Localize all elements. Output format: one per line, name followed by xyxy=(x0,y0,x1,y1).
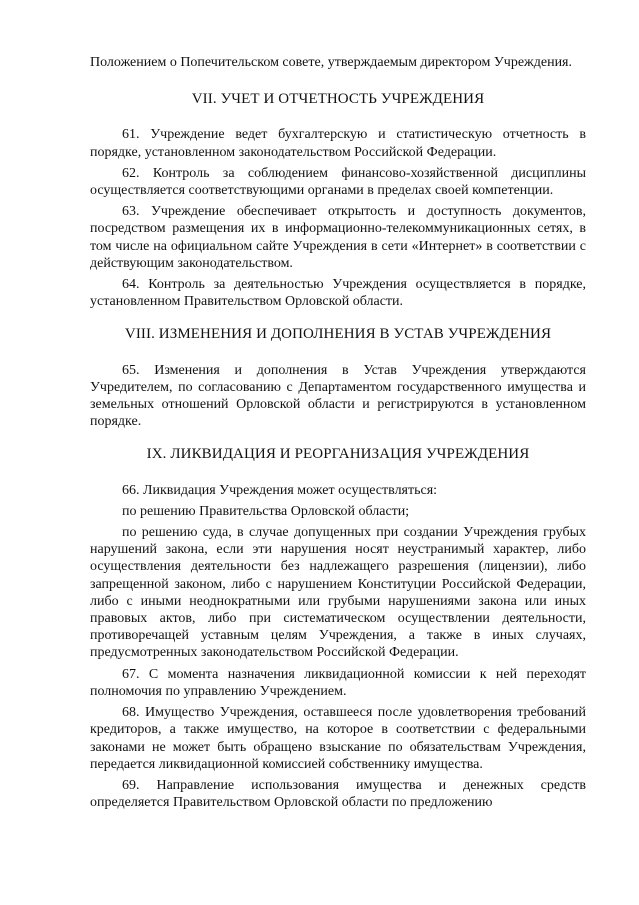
section-heading: VII. УЧЕТ И ОТЧЕТНОСТЬ УЧРЕЖДЕНИЯ xyxy=(191,91,485,108)
paragraph-66-item-1: по решению Правительства Орловской области; xyxy=(122,503,410,519)
section-amendments xyxy=(90,326,586,430)
paragraph-63: 63. Учреждение обеспечивает открытость и доступность документов, посредством размещения их в информационно-телекоммуникационных сетях, в том числе на официальном сайте Учреждения в сети «Интернет» в соответствии с действующим законодательством. xyxy=(90,204,586,271)
section-heading: IX. ЛИКВИДАЦИЯ И РЕОРГАНИЗАЦИЯ УЧРЕЖДЕНИЯ xyxy=(146,446,530,463)
paragraph-62: 62. Контроль за соблюдением финансово-хозяйственной дисциплины осуществляется соответствующими органами в пределах своей компетенции. xyxy=(90,165,586,199)
document-page xyxy=(90,54,586,815)
paragraph-66: 66. Ликвидация Учреждения может осуществляться: xyxy=(122,482,438,498)
section-liquidation xyxy=(90,446,586,811)
section-heading: VIII. ИЗМЕНЕНИЯ И ДОПОЛНЕНИЯ В УСТАВ УЧРЕЖДЕНИЯ xyxy=(124,326,552,343)
intro-paragraph: Положением о Попечительском совете, утверждаемым директором Учреждения. xyxy=(90,55,572,70)
paragraph-61: 61. Учреждение ведет бухгалтерскую и статистическую отчетность в порядке, установленном законодательством Российской Федерации. xyxy=(90,127,586,160)
section-accounting xyxy=(90,91,586,310)
paragraph-67: 67. С момента назначения ликвидационной комиссии к ней переходят полномочия по управлению Учреждением. xyxy=(90,666,586,699)
paragraph-68: 68. Имущество Учреждения, оставшееся после удовлетворения требований кредиторов, а также имущество, на которое в соответствии с федеральными законами не может быть обращено взыскание по обязательствам Учреждения, передается ликвидационной комиссией собственнику имущества. xyxy=(90,705,586,772)
paragraph-64: 64. Контроль за деятельностью Учреждения осуществляется в порядке, установленном Правительством Орловской области. xyxy=(90,277,586,310)
paragraph-69: 69. Направление использования имущества и денежных средств определяется Правительством Орловской области по предложению xyxy=(90,777,586,811)
paragraph-66-item-2: по решению суда, в случае допущенных при создании Учреждения грубых нарушений закона, если эти нарушения носят неустранимый характер, либо осуществления деятельности без надлежащего разрешения (лицензии), либо запрещенной законом, либо с нарушением Конституции Российской Федерации, либо с иными неоднократными или грубыми нарушениями закона или иных правовых актов, либо при систематическом осуществлении деятельности, противоречащей уставным целям Учреждения, а также в иных случаях, предусмотренных законодательством Российской Федерации. xyxy=(90,525,586,661)
paragraph-65: 65. Изменения и дополнения в Устав Учреждения утверждаются Учредителем, по согласованию с Департаментом государственного имущества и земельных отношений Орловской области и регистрируются в установленном порядке. xyxy=(90,362,586,430)
